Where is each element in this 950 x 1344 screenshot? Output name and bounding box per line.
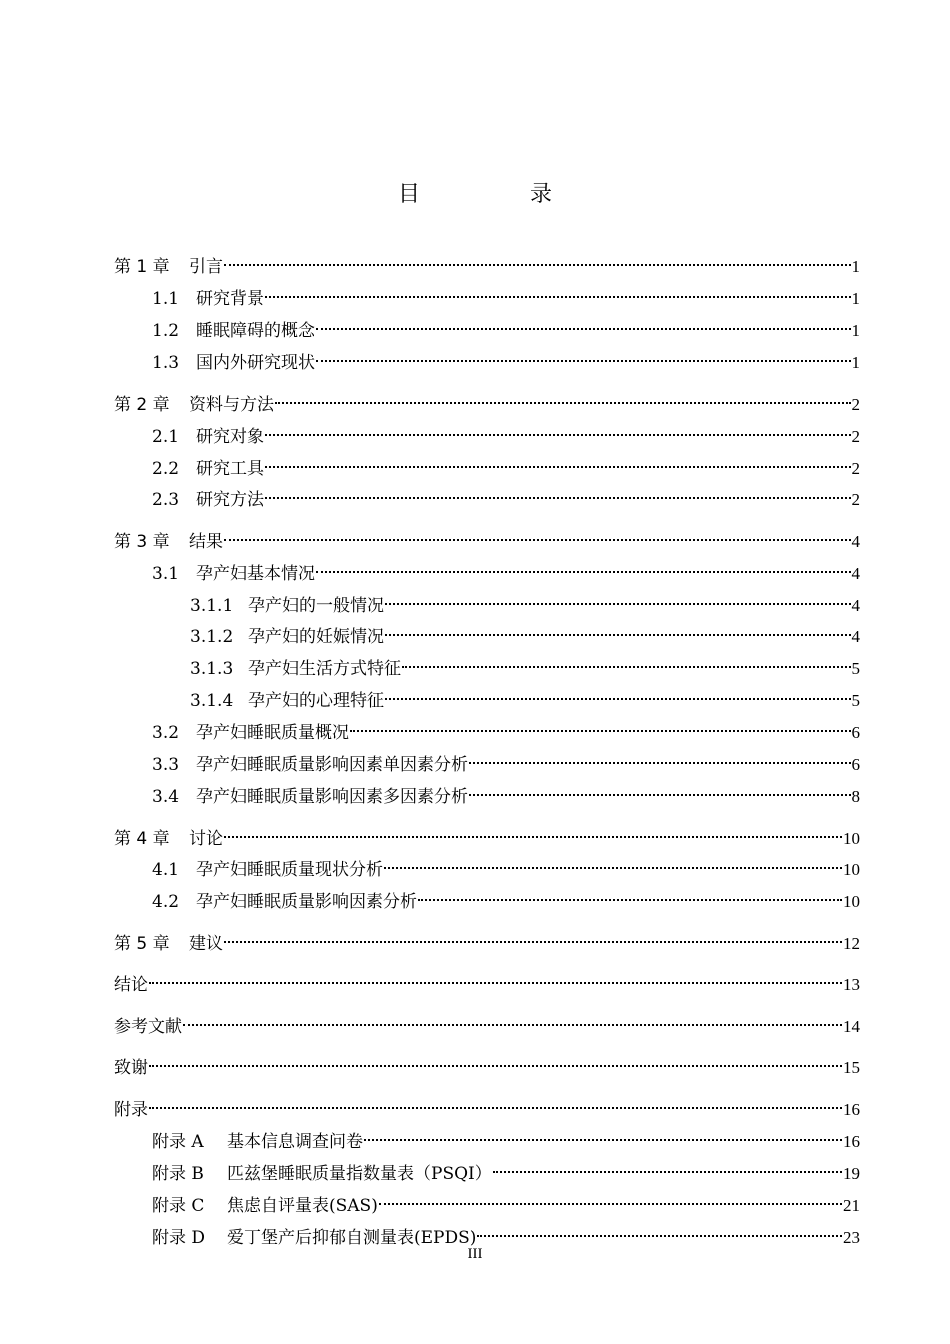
toc-entry-title: 建议 bbox=[189, 934, 223, 954]
toc-entry-page: 6 bbox=[851, 755, 860, 774]
dot-leader bbox=[384, 851, 842, 875]
toc-entry-title: 致谢 bbox=[114, 1058, 148, 1078]
toc-entry-number: 附录 C bbox=[152, 1196, 205, 1216]
toc-entry-number: 1.1 bbox=[152, 289, 180, 309]
dot-leader bbox=[265, 481, 851, 505]
toc-entry-number: 3.1.1 bbox=[190, 596, 234, 616]
toc-entry-page: 13 bbox=[843, 975, 860, 994]
dot-leader bbox=[385, 682, 851, 706]
toc-entry[interactable] bbox=[190, 587, 860, 618]
toc-entry-page: 2 bbox=[851, 395, 860, 414]
dot-leader bbox=[477, 1219, 842, 1243]
dot-leader bbox=[224, 925, 842, 949]
toc-entry[interactable] bbox=[152, 851, 860, 882]
toc-entry-number: 第 5 章 bbox=[114, 934, 170, 954]
dot-leader bbox=[316, 344, 851, 368]
dot-leader bbox=[385, 618, 851, 642]
toc-entry-number: 附录 B bbox=[152, 1164, 204, 1184]
dot-leader bbox=[364, 1123, 842, 1147]
toc-entry-title: 国内外研究现状 bbox=[196, 353, 315, 373]
toc-entry-page: 19 bbox=[843, 1164, 860, 1183]
toc-entry-page: 10 bbox=[843, 829, 860, 848]
toc-entry[interactable] bbox=[152, 312, 860, 343]
toc-entry-page: 2 bbox=[851, 427, 860, 446]
toc-entry[interactable] bbox=[152, 714, 860, 745]
toc-entry-title: 研究方法 bbox=[196, 490, 264, 510]
page-title: 目 录 bbox=[397, 182, 596, 207]
toc-entry-title: 资料与方法 bbox=[189, 395, 274, 415]
toc-entry[interactable] bbox=[190, 650, 860, 681]
toc-entry[interactable] bbox=[114, 1091, 860, 1122]
toc-entry[interactable] bbox=[114, 820, 860, 851]
toc-entry-page: 4 bbox=[851, 564, 860, 583]
toc-entry[interactable] bbox=[190, 618, 860, 649]
dot-leader bbox=[224, 820, 842, 844]
toc-entry-page: 2 bbox=[851, 459, 860, 478]
toc-entry-number: 第 1 章 bbox=[114, 257, 170, 277]
dot-leader bbox=[183, 1008, 842, 1032]
toc-entry-title: 爱丁堡产后抑郁自测量表(EPDS) bbox=[227, 1228, 477, 1248]
toc-entry-title: 研究背景 bbox=[196, 289, 264, 309]
toc-entry[interactable] bbox=[114, 386, 860, 417]
toc-entry[interactable] bbox=[114, 1008, 860, 1039]
dot-leader bbox=[402, 650, 851, 674]
toc-entry[interactable] bbox=[152, 418, 860, 449]
toc-entry-page: 1 bbox=[851, 289, 860, 308]
toc-entry[interactable] bbox=[114, 1049, 860, 1080]
toc-entry-title: 睡眠障碍的概念 bbox=[196, 321, 315, 341]
toc-entry-number: 3.3 bbox=[152, 755, 180, 775]
toc-entry[interactable] bbox=[152, 746, 860, 777]
toc-entry-page: 23 bbox=[843, 1228, 860, 1247]
toc-entry-page: 10 bbox=[843, 892, 860, 911]
toc-entry-title: 结果 bbox=[189, 532, 223, 552]
toc-entry-title: 研究对象 bbox=[196, 427, 264, 447]
toc-entry-page: 2 bbox=[851, 490, 860, 509]
toc-entry-title: 孕产妇生活方式特征 bbox=[248, 659, 401, 679]
page-number: III bbox=[467, 1246, 483, 1262]
toc-entry[interactable] bbox=[152, 450, 860, 481]
toc-entry-number: 3.1.3 bbox=[190, 659, 234, 679]
toc-entry-title: 孕产妇睡眠质量影响因素单因素分析 bbox=[196, 755, 468, 775]
toc-entry[interactable] bbox=[152, 280, 860, 311]
toc-entry-number: 附录 A bbox=[152, 1132, 204, 1152]
toc-entry-page: 14 bbox=[843, 1017, 860, 1036]
toc-entry-page: 4 bbox=[851, 627, 860, 646]
toc-entry-title: 孕产妇基本情况 bbox=[196, 564, 315, 584]
toc-entry-number: 2.1 bbox=[152, 427, 180, 447]
dot-leader bbox=[379, 1187, 842, 1211]
toc-entry-title: 孕产妇睡眠质量影响因素多因素分析 bbox=[196, 787, 468, 807]
toc-entry-page: 21 bbox=[843, 1196, 860, 1215]
toc-entry-page: 6 bbox=[851, 723, 860, 742]
toc-entry-number: 1.2 bbox=[152, 321, 180, 341]
dot-leader bbox=[350, 714, 851, 738]
toc-entry-title: 孕产妇的心理特征 bbox=[248, 691, 384, 711]
toc-entry-number: 3.2 bbox=[152, 723, 180, 743]
dot-leader bbox=[265, 280, 851, 304]
toc-entry-title: 孕产妇的一般情况 bbox=[248, 596, 384, 616]
dot-leader bbox=[418, 883, 842, 907]
toc-entry[interactable] bbox=[114, 966, 860, 997]
toc-entry-page: 1 bbox=[851, 321, 860, 340]
toc-entry[interactable] bbox=[114, 523, 860, 554]
toc-entry-number: 第 4 章 bbox=[114, 829, 170, 849]
dot-leader bbox=[385, 587, 851, 611]
toc-entry-number: 3.4 bbox=[152, 787, 180, 807]
toc-entry[interactable] bbox=[152, 1187, 860, 1218]
toc-entry[interactable] bbox=[152, 481, 860, 512]
toc-entry-page: 5 bbox=[851, 659, 860, 678]
toc-entry-number: 3.1.2 bbox=[190, 627, 234, 647]
dot-leader bbox=[316, 555, 851, 579]
dot-leader bbox=[149, 966, 842, 990]
toc-entry-title: 研究工具 bbox=[196, 459, 264, 479]
toc-entry-number: 3.1.4 bbox=[190, 691, 234, 711]
toc-entry[interactable] bbox=[152, 883, 860, 914]
toc-entry-page: 1 bbox=[851, 353, 860, 372]
toc-entry-page: 15 bbox=[843, 1058, 860, 1077]
toc-entry-number: 2.2 bbox=[152, 459, 180, 479]
toc-entry-number: 4.2 bbox=[152, 892, 180, 912]
toc-entry-title: 孕产妇睡眠质量概况 bbox=[196, 723, 349, 743]
toc-entry-title: 参考文献 bbox=[114, 1017, 182, 1037]
toc-entry-title: 引言 bbox=[189, 257, 223, 277]
toc-entry-number: 1.3 bbox=[152, 353, 180, 373]
toc-entry-page: 5 bbox=[851, 691, 860, 710]
toc-entry-page: 8 bbox=[851, 787, 860, 806]
dot-leader bbox=[493, 1155, 842, 1179]
toc-entry[interactable] bbox=[152, 778, 860, 809]
toc-entry-number: 附录 D bbox=[152, 1228, 206, 1248]
toc-entry-page: 16 bbox=[843, 1100, 860, 1119]
toc-entry-number: 第 2 章 bbox=[114, 395, 170, 415]
dot-leader bbox=[224, 523, 851, 547]
toc-entry-number: 4.1 bbox=[152, 860, 180, 880]
toc-entry-page: 4 bbox=[851, 596, 860, 615]
dot-leader bbox=[316, 312, 851, 336]
dot-leader bbox=[149, 1049, 842, 1073]
toc-entry-number: 2.3 bbox=[152, 490, 180, 510]
toc-entry[interactable] bbox=[114, 248, 860, 279]
toc-entry-title: 讨论 bbox=[189, 829, 223, 849]
toc-entry-title: 匹兹堡睡眠质量指数量表（PSQI） bbox=[227, 1164, 492, 1184]
toc-entry[interactable] bbox=[114, 925, 860, 956]
dot-leader bbox=[149, 1091, 842, 1115]
toc-entry-number: 第 3 章 bbox=[114, 532, 170, 552]
toc-entry[interactable] bbox=[152, 555, 860, 586]
dot-leader bbox=[224, 248, 851, 272]
dot-leader bbox=[265, 418, 851, 442]
toc-entry-title: 附录 bbox=[114, 1100, 148, 1120]
toc-entry-page: 10 bbox=[843, 860, 860, 879]
dot-leader bbox=[469, 746, 851, 770]
toc-entry-title: 结论 bbox=[114, 975, 148, 995]
dot-leader bbox=[469, 778, 851, 802]
toc-entry-title: 焦虑自评量表(SAS) bbox=[227, 1196, 378, 1216]
toc-entry-page: 4 bbox=[851, 532, 860, 551]
dot-leader bbox=[265, 450, 851, 474]
toc-entry[interactable] bbox=[152, 1123, 860, 1154]
toc-entry-title: 孕产妇睡眠质量影响因素分析 bbox=[196, 892, 417, 912]
dot-leader bbox=[275, 386, 851, 410]
toc-entry-title: 孕产妇的妊娠情况 bbox=[248, 627, 384, 647]
toc-entry-page: 16 bbox=[843, 1132, 860, 1151]
toc-entry-page: 1 bbox=[851, 257, 860, 276]
toc-entry-title: 孕产妇睡眠质量现状分析 bbox=[196, 860, 383, 880]
toc-entry-page: 12 bbox=[843, 934, 860, 953]
toc-entry[interactable] bbox=[152, 344, 860, 375]
toc-entry[interactable] bbox=[190, 682, 860, 713]
toc-entry-number: 3.1 bbox=[152, 564, 180, 584]
toc-entry[interactable] bbox=[152, 1155, 860, 1186]
toc-entry-title: 基本信息调查问卷 bbox=[227, 1132, 363, 1152]
